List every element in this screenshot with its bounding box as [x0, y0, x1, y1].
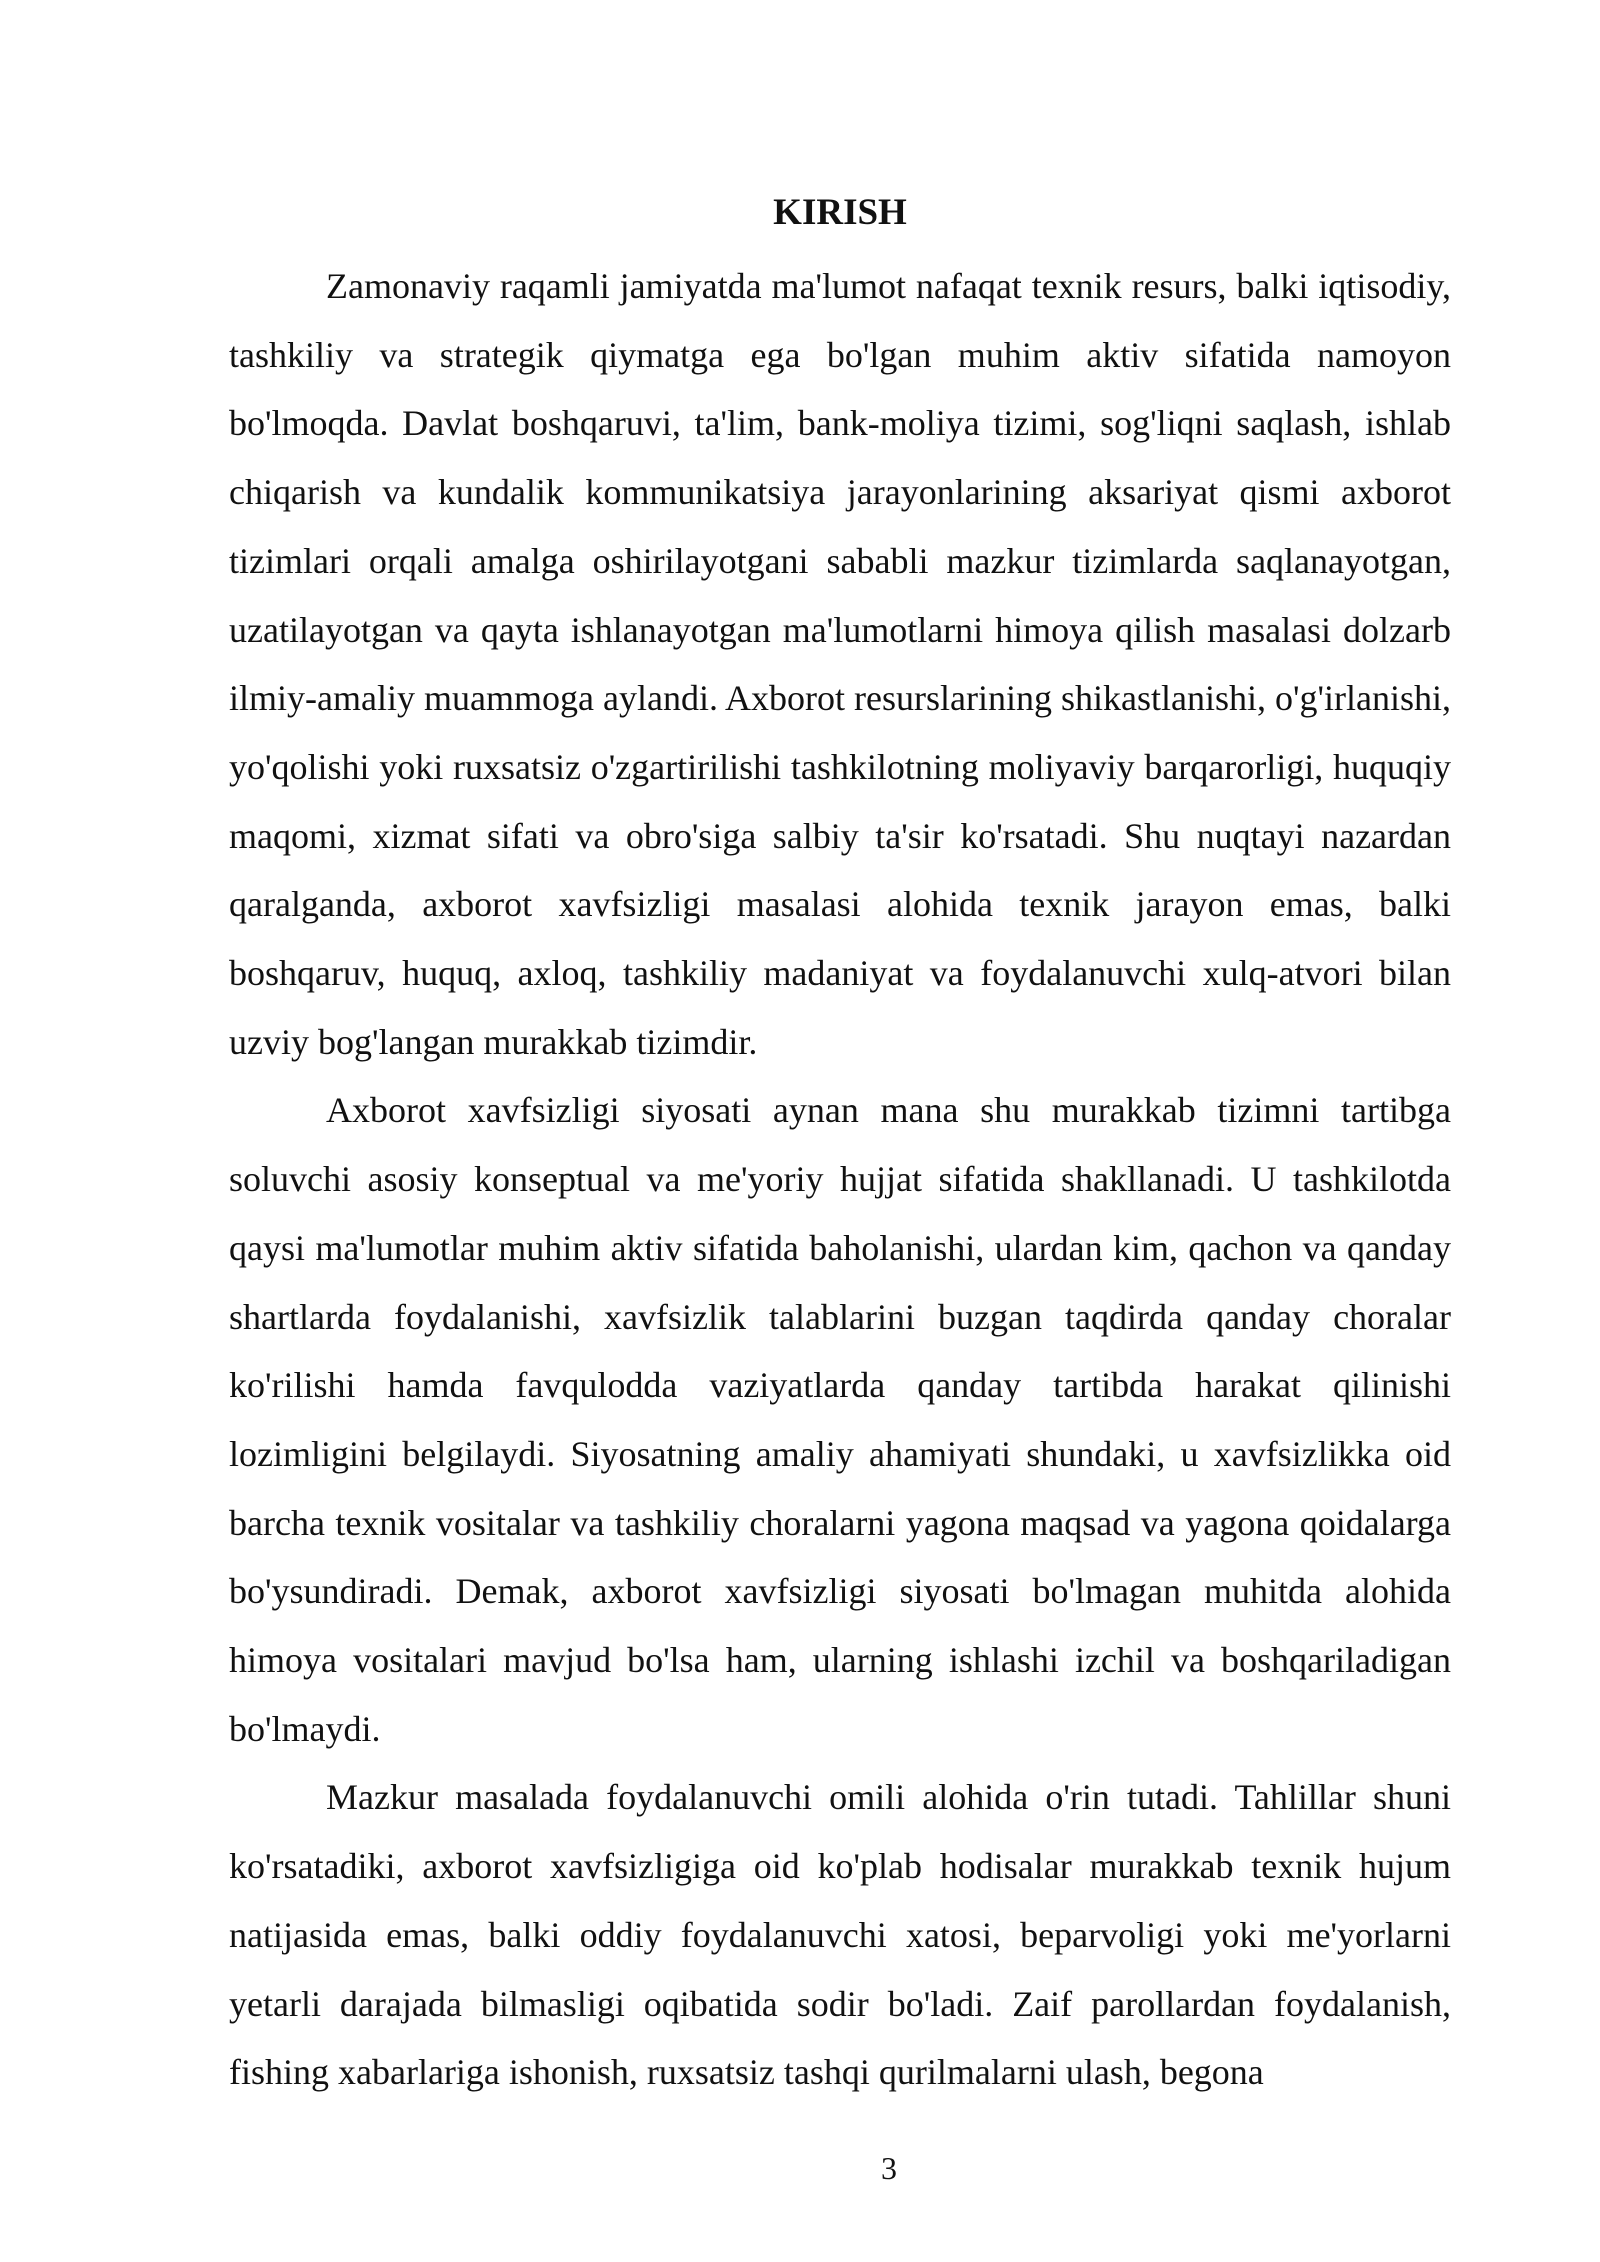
paragraph-1: Zamonaviy raqamli jamiyatda ma'lumot nafaqat texnik resurs, balki iqtisodiy, tashkiliy va strategik qiymatga ega bo'lgan muhim aktiv sifatida namoyon bo'lmoqda. Davlat boshqaruvi, ta'lim, bank-moliya tizimi, sog'liqni saqlash, ishlab chiqarish va kundalik kommunikatsiya jarayonlarining aksariyat qismi axborot tizimlari orqali amalga oshirilayotgani sababli mazkur tizimlarda saqlanayotgan, uzatilayotgan va qayta ishlanayotgan ma'lumotlarni himoya qilish masalasi dolzarb ilmiy-amaliy muammoga aylandi. Axborot resurslarining shikastlanishi, o'g'irlanishi, yo'qolishi yoki ruxsatsiz o'zgartirilishi tashkilotning moliyaviy barqarorligi, huquqiy maqomi, xizmat sifati va obro'siga salbiy ta'sir ko'rsatadi. Shu nuqtayi nazardan qaralganda, axborot xavfsizligi masalasi alohida texnik jarayon emas, balki boshqaruv, huquq, axloq, tashkiliy madaniyat va foydalanuvchi xulq-atvori bilan uzviy bog'langan murakkab tizimdir.	[229, 266, 1451, 1062]
body-text	[229, 252, 1451, 2107]
section-heading: KIRISH	[773, 192, 907, 233]
page-number: 3	[881, 2150, 897, 2186]
paragraph-2: Axborot xavfsizligi siyosati aynan mana shu murakkab tizimni tartibga soluvchi asosiy konseptual va me'yoriy hujjat sifatida shakllanadi. U tashkilotda qaysi ma'lumotlar muhim aktiv sifatida baholanishi, ulardan kim, qachon va qanday shartlarda foydalanishi, xavfsizlik talablarini buzgan taqdirda qanday choralar ko'rilishi hamda favqulodda vaziyatlarda qanday tartibda harakat qilinishi lozimligini belgilaydi. Siyosatning amaliy ahamiyati shundaki, u xavfsizlikka oid barcha texnik vositalar va tashkiliy choralarni yagona maqsad va yagona qoidalarga bo'ysundiradi. Demak, axborot xavfsizligi siyosati bo'lmagan muhitda alohida himoya vositalari mavjud bo'lsa ham, ularning ishlashi izchil va boshqariladigan bo'lmaydi.	[229, 1090, 1451, 1749]
paragraph-3: Mazkur masalada foydalanuvchi omili alohida o'rin tutadi. Tahlillar shuni ko'rsatadiki, axborot xavfsizligiga oid ko'plab hodisalar murakkab texnik hujum natijasida emas, balki oddiy foydalanuvchi xatosi, beparvoligi yoki me'yorlarni yetarli darajada bilmasligi oqibatida sodir bo'ladi. Zaif parollardan foydalanish, fishing xabarlariga ishonish, ruxsatsiz tashqi qurilmalarni ulash, begona	[229, 1777, 1451, 2093]
